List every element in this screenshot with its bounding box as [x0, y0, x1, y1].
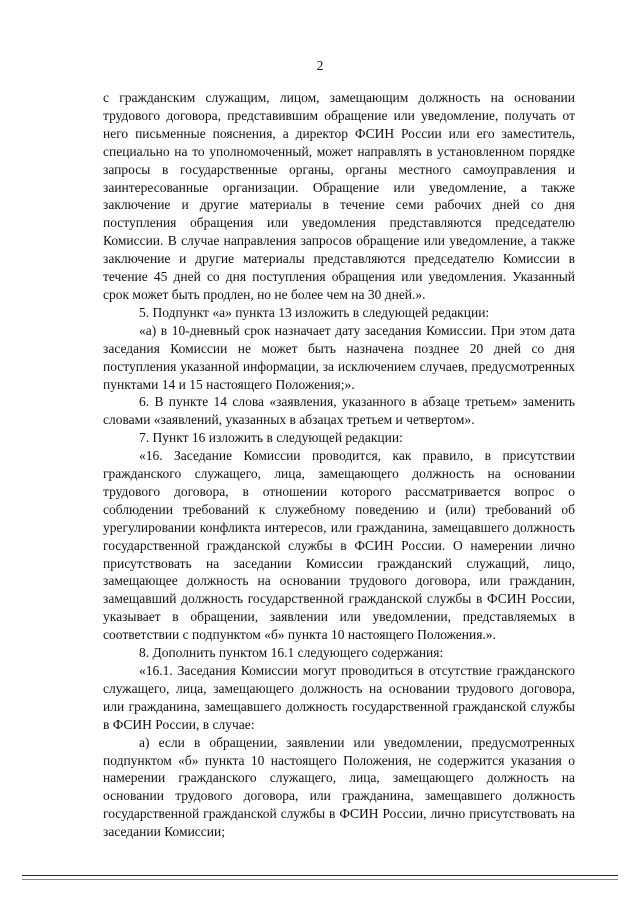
page-number: 2 — [316, 58, 324, 73]
footer-rule — [22, 875, 618, 876]
paragraph-item-6: 6. В пункте 14 слова «заявления, указанного в абзаце третьем» заменить словами «заявлений, указанных в абзацах третьем и четвертом». — [103, 394, 575, 428]
paragraph-item-8-text: «16.1. Заседания Комиссии могут проводиться в отсутствие гражданского служащего, лица, замещающего должность на основании трудового договора, или гражданина, замещавшего должность государственной гражданской службы в ФСИН России, в случае: — [103, 663, 575, 732]
footer-rule-secondary — [22, 879, 618, 880]
paragraph-continuation: с гражданским служащим, лицом, замещающим должность на основании трудового договора, представившим обращение или уведомление, получать от него письменные пояснения, а директор ФСИН России или его заместитель, специально на то уполномоченный, может направлять в установленном порядке запросы в государственные органы, органы местного самоуправления и заинтересованные организации. Обращение или уведомление, а также заключение и другие материалы в течение семи рабочих дней со дня поступления обращения или уведомления представляются председателю Комиссии. В случае направления запросов обращение или уведомление, а также заключение и другие материалы представляются председателю Комиссии в течение 45 дней со дня поступления обращения или уведомления. Указанный срок может быть продлен, но не более чем на 30 дней.». — [103, 90, 575, 302]
paragraph-subitem-a: а) если в обращении, заявлении или уведомлении, предусмотренных подпунктом «б» пункта 10 настоящего Положения, не содержится указания о намерении гражданского служащего, лица, замещающего должность на основании трудового договора, или гражданина, замещавшего должность государственной гражданской службы в ФСИН России, лично присутствовать на заседании Комиссии; — [103, 734, 575, 840]
paragraph-item-7-text: «16. Заседание Комиссии проводится, как правило, в присутствии гражданского служащего, лица, замещающего должность на основании трудового договора, в отношении которого рассматривается вопрос о соблюдении требований к служебному поведению и (или) требований об урегулировании конфликта интересов, или гражданина, замещавшего должность государственной гражданской службы в ФСИН России. О намерении лично присутствовать на заседании Комиссии гражданский служащий, лицо, замещающее должность на основании трудового договора, или гражданин, замещавший должность государственной гражданской службы в ФСИН России, указывает в обращении, заявлении или уведомлении, представляемых в соответствии с подпунктом «б» пункта 10 настоящего Положения.». — [103, 448, 575, 643]
paragraph-item-8: 8. Дополнить пунктом 16.1 следующего содержания: — [139, 645, 444, 661]
paragraph-item-7: 7. Пункт 16 изложить в следующей редакции: — [139, 430, 403, 446]
paragraph-item-5: 5. Подпункт «а» пункта 13 изложить в следующей редакции: — [139, 304, 490, 320]
paragraph-item-5-text: «а) в 10-дневный срок назначает дату заседания Комиссии. При этом дата заседания Комиссии не может быть назначена позднее 20 дней со дня поступления указанной информации, за исключением случаев, предусмотренных пунктами 14 и 15 настоящего Положения;». — [103, 322, 575, 392]
document-body — [103, 89, 575, 841]
